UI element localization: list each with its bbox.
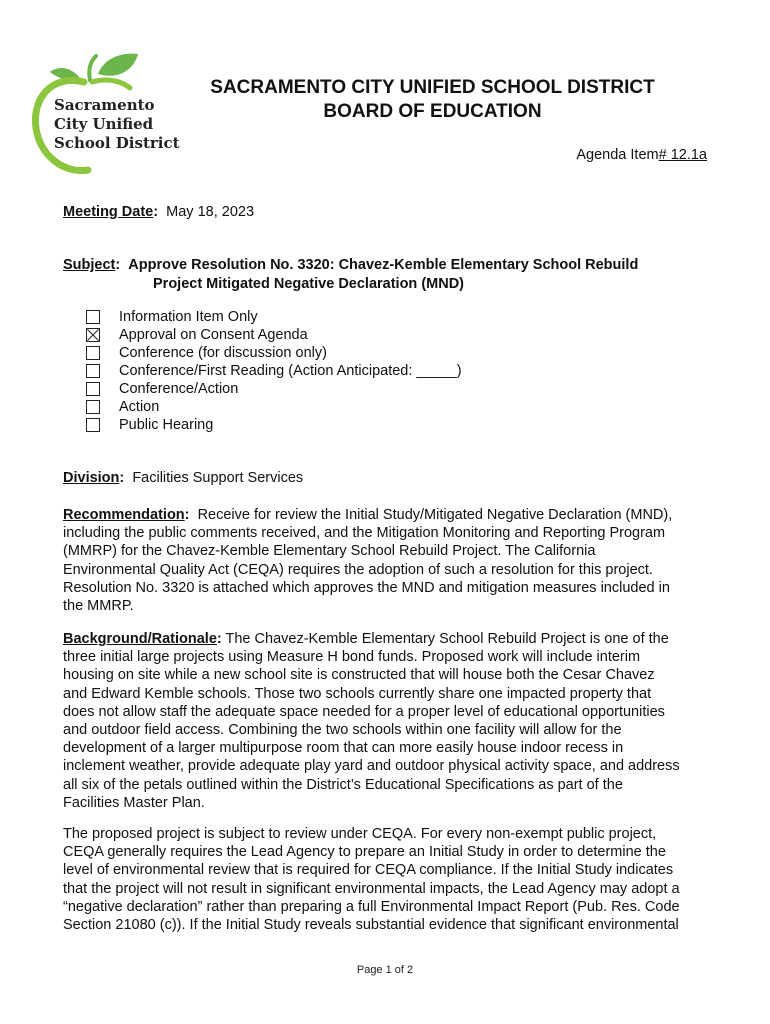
board-title: BOARD OF EDUCATION	[323, 101, 542, 122]
ceqa-line: Section 21080 (c)). If the Initial Study reveals substantial evidence that significant environmental	[63, 917, 679, 934]
ceqa-line: level of environmental review that is required for CEQA compliance. If the Initial Study indicates	[63, 862, 674, 879]
option-label: Action	[119, 399, 160, 415]
ceqa-line: The proposed project is subject to review under CEQA. For every non-exempt public project,	[63, 826, 657, 842]
background-line: three initial large projects using Measure H bond funds. Proposed work will include interim	[63, 649, 641, 666]
option-label: Approval on Consent Agenda	[119, 327, 308, 343]
ceqa-line: CEQA generally requires the Lead Agency to prepare an Initial Study in order to determine the	[63, 844, 666, 861]
background-line: all six of the petals outlined within the District’s Educational Specifications as part of the	[63, 776, 623, 793]
logo-line-1: Sacramento	[54, 96, 155, 114]
background-line-1: Background/Rationale: The Chavez-Kemble Elementary School Rebuild Project is one of the	[63, 631, 669, 647]
recommendation-line: Resolution No. 3320 is attached which approves the MND and mitigation measures included in	[63, 579, 670, 596]
agenda-item-value: # 12.1a	[658, 147, 707, 163]
checkbox-checked-icon	[86, 328, 100, 342]
agenda-item-prefix: Agenda Item	[576, 147, 659, 163]
page-number: Page 1 of 2	[356, 964, 414, 976]
background-label: Background/Rationale	[63, 631, 217, 647]
district-logo	[30, 52, 180, 177]
ceqa-line: “negative declaration” rather than preparing a full Environmental Impact Report (Pub. Res. Code	[63, 898, 680, 915]
background-line: housing on site while a new school site is constructed that will house both the Cesar Chavez	[63, 667, 655, 684]
option-label: Public Hearing	[119, 417, 214, 433]
option-first-reading	[86, 362, 462, 380]
option-label: Information Item Only	[119, 309, 258, 325]
option-label: Conference (for discussion only)	[119, 345, 327, 361]
subject-line-1: Approve Resolution No. 3320: Chavez-Kemble Elementary School Rebuild	[128, 257, 639, 273]
meeting-date-value: May 18, 2023	[166, 204, 255, 220]
recommendation-line: (MMRP) for the Chavez-Kemble Elementary School Rebuild Project. The California	[63, 543, 596, 560]
district-title: SACRAMENTO CITY UNIFIED SCHOOL DISTRICT	[210, 77, 655, 98]
recommendation-label: Recommendation	[63, 507, 185, 523]
background-line: development of a larger multipurpose room that can more easily house indoor recess in	[63, 740, 624, 757]
background-line: does not allow staff the adequate space needed for a proper level of educational opportunities	[63, 703, 665, 720]
option-conference-action	[86, 380, 462, 398]
option-conference	[86, 344, 462, 362]
background-line: and Edward Kemble schools. Those two schools currently share one impacted property that	[63, 685, 652, 702]
subject: Subject: Approve Resolution No. 3320: Chavez-Kemble Elementary School Rebuild Project Mitigated Negative Declaration (MND)	[63, 256, 713, 294]
checkbox-empty-icon	[86, 382, 100, 396]
recommendation-line: Environmental Quality Act (CEQA) requires the adoption of such a resolution for this project.	[63, 561, 653, 578]
agenda-type-list	[86, 308, 462, 434]
recommendation-line-1: Recommendation: Receive for review the Initial Study/Mitigated Negative Declaration (MND),	[63, 507, 673, 523]
option-consent-agenda	[86, 326, 462, 344]
checkbox-empty-icon	[86, 310, 100, 324]
checkbox-empty-icon	[86, 400, 100, 414]
option-action	[86, 398, 462, 416]
recommendation-text: Receive for review the Initial Study/Mitigated Negative Declaration (MND),	[197, 507, 673, 523]
logo-line-3: School District	[54, 134, 180, 152]
option-label: Conference/Action	[119, 381, 239, 397]
meeting-date-label: Meeting Date	[63, 204, 154, 220]
ceqa-paragraph	[63, 825, 711, 934]
background-line: inclement weather, provide adequate play yard and outdoor physical activity space, and address	[63, 758, 680, 775]
agenda-item-number	[576, 147, 707, 163]
subject-label: Subject	[63, 257, 116, 273]
checkbox-empty-icon	[86, 418, 100, 432]
division-label: Division	[63, 470, 120, 486]
ceqa-line: that the project will not result in significant environmental impacts, the Lead Agency may adopt a	[63, 880, 680, 897]
division: Division: Facilities Support Services	[63, 470, 304, 486]
division-value: Facilities Support Services	[132, 470, 304, 486]
recommendation-line: including the public comments received, and the Mitigation Monitoring and Reporting Program	[63, 525, 666, 542]
background-line: Facilities Master Plan.	[63, 794, 205, 811]
logo-line-2: City Unified	[54, 115, 154, 133]
checkbox-empty-icon	[86, 364, 100, 378]
background-paragraph	[63, 630, 711, 812]
background-text: The Chavez-Kemble Elementary School Rebuild Project is one of the	[225, 631, 669, 647]
recommendation-paragraph	[63, 506, 711, 615]
recommendation-line: the MMRP.	[63, 598, 134, 615]
checkbox-empty-icon	[86, 346, 100, 360]
meeting-date: Meeting Date: May 18, 2023	[63, 204, 255, 220]
option-label: Conference/First Reading (Action Anticipated: _____)	[119, 363, 462, 379]
background-line: and outdoor field access. Combining the two schools within one facility will allow for the	[63, 722, 622, 739]
subject-line-2: Project Mitigated Negative Declaration (MND)	[153, 276, 464, 292]
option-public-hearing	[86, 416, 462, 434]
option-information-item	[86, 308, 462, 326]
